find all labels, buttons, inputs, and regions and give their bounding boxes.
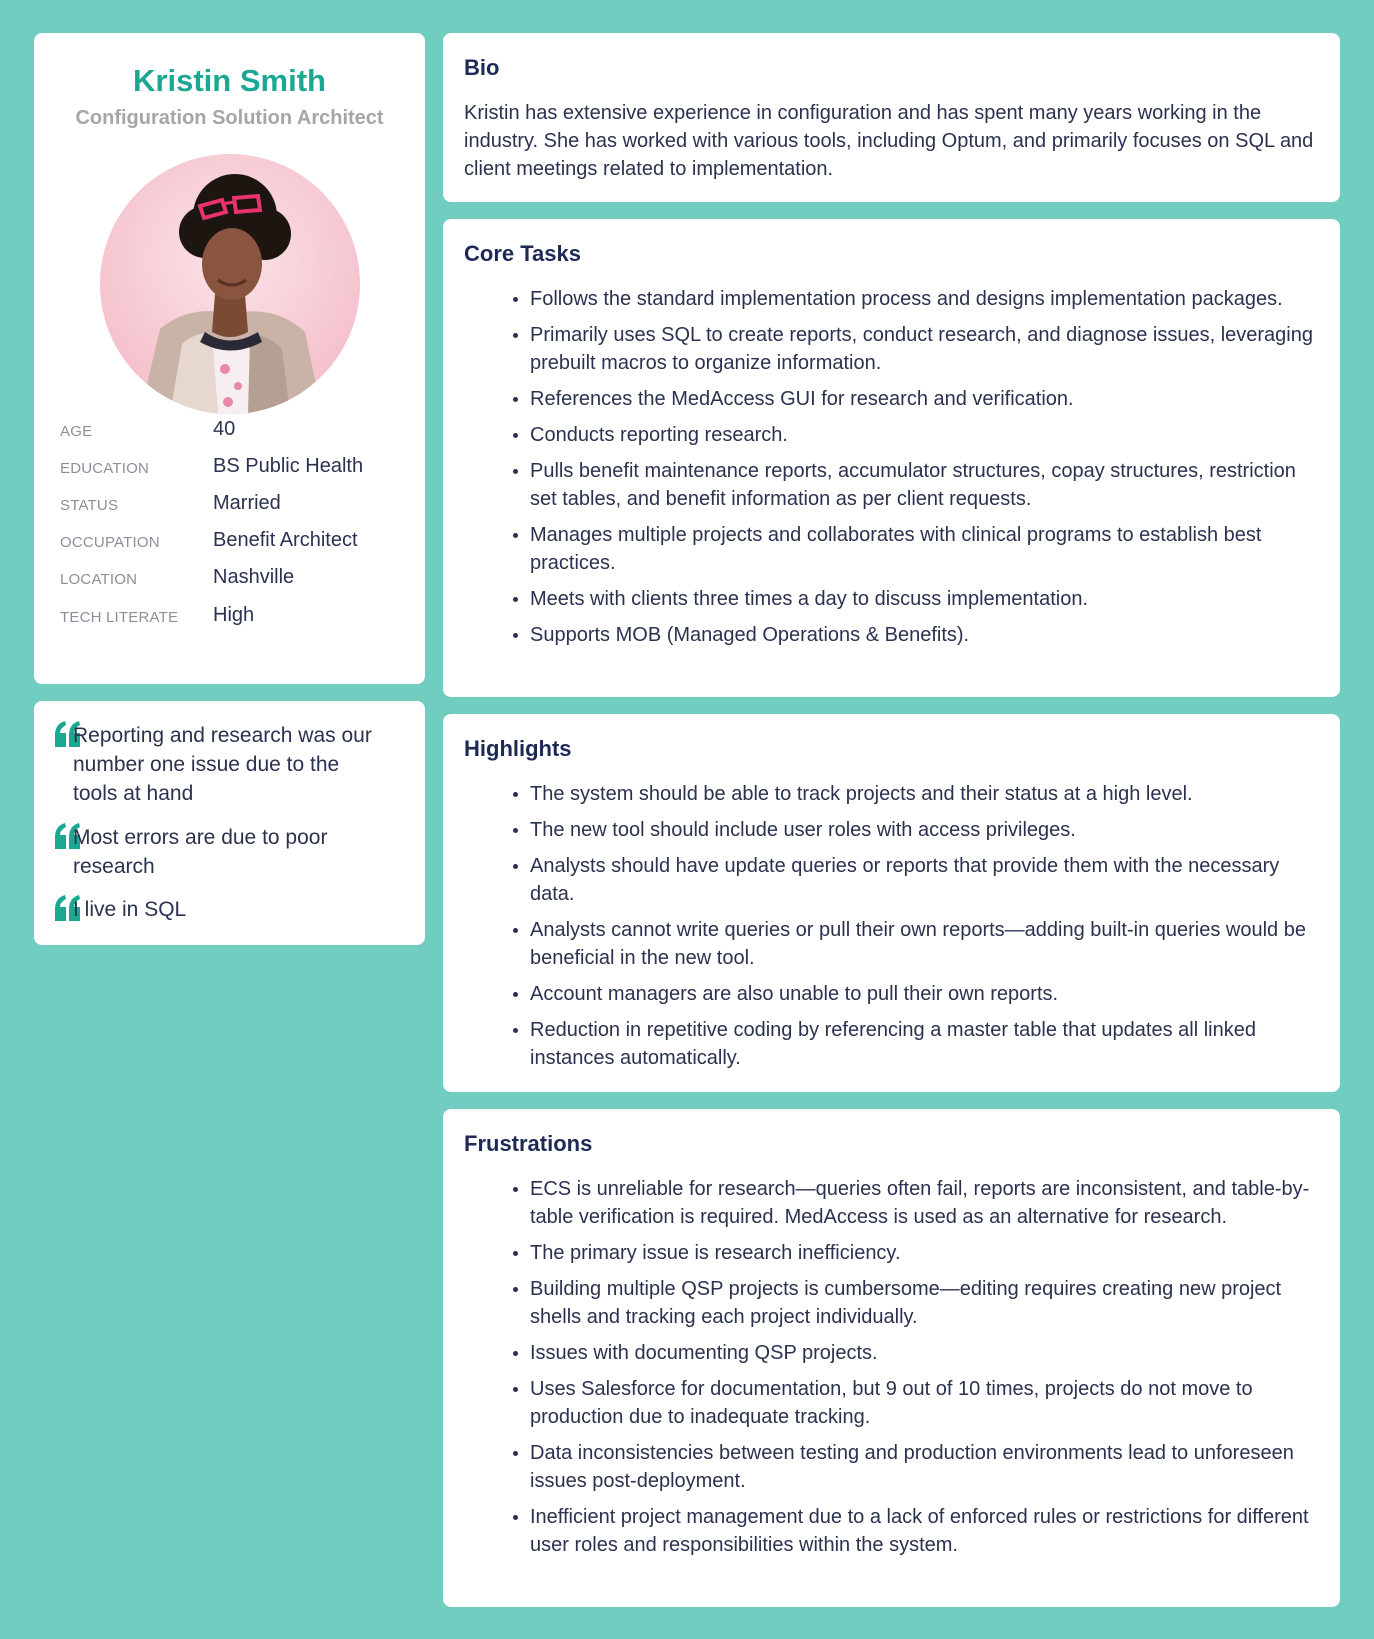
quote-item [54, 823, 404, 883]
list-item: Follows the standard implementation process and designs implementation packages. [530, 285, 1320, 313]
attribute-value: BS Public Health [213, 455, 364, 477]
list-item: References the MedAccess GUI for research and verification. [530, 385, 1320, 413]
list-item: The new tool should include user roles with access privileges. [530, 816, 1320, 844]
bio-title: Bio [464, 55, 500, 80]
list-item: Uses Salesforce for documentation, but 9 out of 10 times, projects do not move to production due to inadequate tracking. [530, 1375, 1320, 1431]
list-item: Analysts should have update queries or reports that provide them with the necessary data. [530, 852, 1320, 908]
attribute-status [60, 492, 400, 520]
frustrations-card [443, 1109, 1340, 1607]
attribute-label: LOCATION [60, 571, 138, 588]
list-item: Building multiple QSP projects is cumbersome—editing requires creating new project shells and tracking each project individually. [530, 1275, 1320, 1331]
core-tasks-card [443, 219, 1340, 697]
frustrations-list [530, 1175, 1320, 1567]
quote-item [54, 721, 404, 811]
quotes-card [34, 701, 425, 945]
attribute-occupation [60, 529, 400, 557]
profile-card [34, 33, 425, 684]
attribute-value: Married [213, 492, 281, 514]
core-tasks-title: Core Tasks [464, 241, 581, 266]
list-item: Reduction in repetitive coding by referencing a master table that updates all linked instances automatically. [530, 1016, 1320, 1072]
attribute-age [60, 418, 400, 446]
attribute-location [60, 566, 400, 594]
list-item: The system should be able to track projects and their status at a high level. [530, 780, 1320, 808]
list-item: Manages multiple projects and collaborates with clinical programs to establish best practices. [530, 521, 1320, 577]
list-item: Account managers are also unable to pull their own reports. [530, 980, 1320, 1008]
attribute-label: TECH LITERATE [60, 609, 179, 626]
highlights-title: Highlights [464, 736, 572, 761]
attribute-label: AGE [60, 423, 93, 440]
attribute-tech-literate [60, 604, 400, 632]
quote-text: Reporting and research was our number one issue due to the tools at hand [73, 724, 372, 805]
attribute-education [60, 455, 400, 483]
quote-text: I live in SQL [73, 898, 187, 921]
list-item: Inefficient project management due to a lack of enforced rules or restrictions for different user roles and responsibilities within the system. [530, 1503, 1320, 1559]
list-item: ECS is unreliable for research—queries often fail, reports are inconsistent, and table-by-table verification is required. MedAccess is used as an alternative for research. [530, 1175, 1320, 1231]
attribute-label: STATUS [60, 497, 119, 514]
attribute-value: High [213, 604, 255, 626]
attribute-value: Nashville [213, 566, 295, 588]
persona-name: Kristin Smith [133, 63, 326, 98]
quote-item [54, 895, 404, 925]
quote-text: Most errors are due to poor research [73, 826, 328, 878]
attribute-label: EDUCATION [60, 460, 150, 477]
portrait-illustration [100, 154, 360, 414]
attribute-value: 40 [213, 418, 236, 440]
attribute-value: Benefit Architect [213, 529, 358, 551]
attribute-label: OCCUPATION [60, 534, 160, 551]
list-item: Primarily uses SQL to create reports, conduct research, and diagnose issues, leveraging prebuilt macros to organize information. [530, 321, 1320, 377]
persona-role: Configuration Solution Architect [75, 107, 384, 129]
highlights-card [443, 714, 1340, 1092]
list-item: Analysts cannot write queries or pull their own reports—adding built-in queries would be beneficial in the new tool. [530, 916, 1320, 972]
avatar [100, 154, 360, 414]
list-item: Supports MOB (Managed Operations & Benefits). [530, 621, 1320, 649]
list-item: Pulls benefit maintenance reports, accumulator structures, copay structures, restriction set tables, and benefit information as per client requests. [530, 457, 1320, 513]
list-item: Issues with documenting QSP projects. [530, 1339, 1320, 1367]
list-item: The primary issue is research inefficiency. [530, 1239, 1320, 1267]
bio-card [443, 33, 1340, 202]
list-item: Meets with clients three times a day to discuss implementation. [530, 585, 1320, 613]
list-item: Conducts reporting research. [530, 421, 1320, 449]
bio-text: Kristin has extensive experience in configuration and has spent many years working in the industry. She has worked with various tools, including Optum, and primarily focuses on SQL and client meetings related to implementation. [464, 102, 1314, 180]
frustrations-title: Frustrations [464, 1131, 593, 1156]
highlights-list [530, 780, 1320, 1080]
list-item: Data inconsistencies between testing and production environments lead to unforeseen issues post-deployment. [530, 1439, 1320, 1495]
core-tasks-list [530, 285, 1320, 657]
